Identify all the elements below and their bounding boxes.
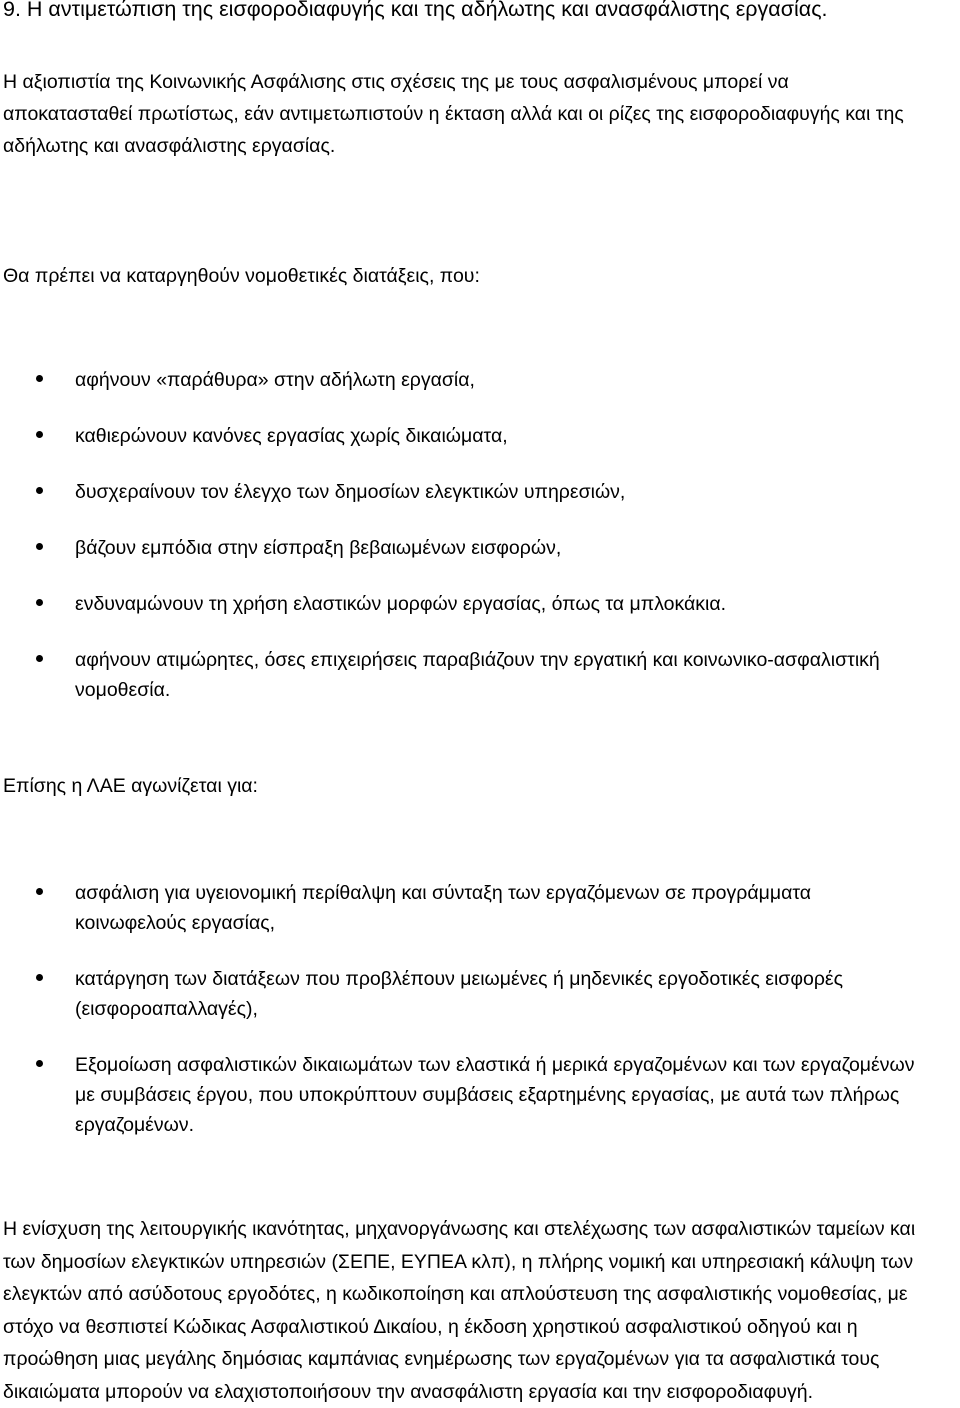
list-item xyxy=(0,589,960,619)
bullet-icon xyxy=(36,431,43,438)
paragraph-line: Επίσης η ΛΑΕ αγωνίζεται για: xyxy=(3,770,953,802)
bullet-icon xyxy=(36,655,43,662)
list-item-text: κατάργηση των διατάξεων που προβλέπουν μειωμένες ή μηδενικές εργοδοτικές εισφορές xyxy=(75,964,960,994)
provisions-lead xyxy=(3,260,953,292)
list-item-text: κοινωφελούς εργασίας, xyxy=(75,908,960,938)
paragraph-line: προώθηση μιας μεγάλης δημόσιας καμπάνιας ενημέρωσης των εργαζομένων για τα ασφαλιστικά τους xyxy=(3,1343,953,1376)
bullet-icon xyxy=(36,888,43,895)
bullet-icon xyxy=(36,974,43,981)
paragraph-line: Η αξιοπιστία της Κοινωνικής Ασφάλισης στις σχέσεις της με τους ασφαλισμένους μπορεί να xyxy=(3,66,953,98)
provisions-list xyxy=(0,365,960,705)
section-heading: 9. Η αντιμετώπιση της εισφοροδιαφυγής και της αδήλωτης και ανασφάλιστης εργασίας. xyxy=(3,0,953,24)
paragraph-line: των δημοσίων ελεγκτικών υπηρεσιών (ΣΕΠΕ, ΕΥΠΕΑ κλπ), η πλήρης νομική και υπηρεσιακή κάλυψη των xyxy=(3,1246,953,1279)
intro-paragraph xyxy=(3,66,953,162)
paragraph-line: αποκατασταθεί πρωτίστως, εάν αντιμετωπιστούν η έκταση αλλά και οι ρίζες της εισφοροδιαφυγής και της xyxy=(3,98,953,130)
list-item-text: καθιερώνουν κανόνες εργασίας χωρίς δικαιώματα, xyxy=(75,425,508,447)
list-item xyxy=(0,964,960,1024)
paragraph-line: ελεγκτών από ασύδοτους εργοδότες, η κωδικοποίηση και απλούστευση της ασφαλιστικής νομοθεσίας, με xyxy=(3,1278,953,1311)
paragraph-line: Θα πρέπει να καταργηθούν νομοθετικές διατάξεις, που: xyxy=(3,260,953,292)
demands-lead xyxy=(3,770,953,802)
list-item-text: ασφάλιση για υγειονομική περίθαλψη και σύνταξη των εργαζόμενων σε προγράμματα xyxy=(75,878,960,908)
list-item-text: με συμβάσεις έργου, που υποκρύπτουν συμβάσεις εξαρτημένης εργασίας, με αυτά των πλήρως xyxy=(75,1080,960,1110)
list-item xyxy=(0,533,960,563)
closing-paragraph xyxy=(3,1213,953,1408)
list-item-text: ενδυναμώνουν τη χρήση ελαστικών μορφών εργασίας, όπως τα μπλοκάκια. xyxy=(75,593,726,615)
list-item xyxy=(0,645,960,705)
list-item xyxy=(0,421,960,451)
paragraph-line: δικαιώματα μπορούν να ελαχιστοποιήσουν την ανασφάλιστη εργασία και την εισφοροδιαφυγή. xyxy=(3,1376,953,1408)
list-item-text: αφήνουν ατιμώρητες, όσες επιχειρήσεις παραβιάζουν την εργατική και κοινωνικο-ασφαλιστική xyxy=(75,645,960,675)
list-item xyxy=(0,1050,960,1140)
list-item xyxy=(0,365,960,395)
list-item-text: νομοθεσία. xyxy=(75,675,960,705)
bullet-icon xyxy=(36,599,43,606)
paragraph-line: στόχο να θεσπιστεί Κώδικας Ασφαλιστικού Δικαίου, η έκδοση χρηστικού ασφαλιστικού οδηγού και η xyxy=(3,1311,953,1344)
list-item-text: εργαζομένων. xyxy=(75,1110,960,1140)
list-item-text: δυσχεραίνουν τον έλεγχο των δημοσίων ελεγκτικών υπηρεσιών, xyxy=(75,481,625,503)
demands-list xyxy=(0,878,960,1140)
list-item-text: Εξομοίωση ασφαλιστικών δικαιωμάτων των ελαστικά ή μερικά εργαζομένων και των εργαζομένων xyxy=(75,1050,960,1080)
list-item xyxy=(0,477,960,507)
paragraph-line: αδήλωτης και ανασφάλιστης εργασίας. xyxy=(3,130,953,162)
bullet-icon xyxy=(36,375,43,382)
paragraph-line: Η ενίσχυση της λειτουργικής ικανότητας, μηχανοργάνωσης και στελέχωσης των ασφαλιστικών ταμείων και xyxy=(3,1213,953,1246)
bullet-icon xyxy=(36,487,43,494)
list-item-text: βάζουν εμπόδια στην είσπραξη βεβαιωμένων εισφορών, xyxy=(75,537,561,559)
list-item-text: αφήνουν «παράθυρα» στην αδήλωτη εργασία, xyxy=(75,369,475,391)
list-item xyxy=(0,878,960,938)
bullet-icon xyxy=(36,1060,43,1067)
bullet-icon xyxy=(36,543,43,550)
list-item-text: (εισφοροαπαλλαγές), xyxy=(75,994,960,1024)
